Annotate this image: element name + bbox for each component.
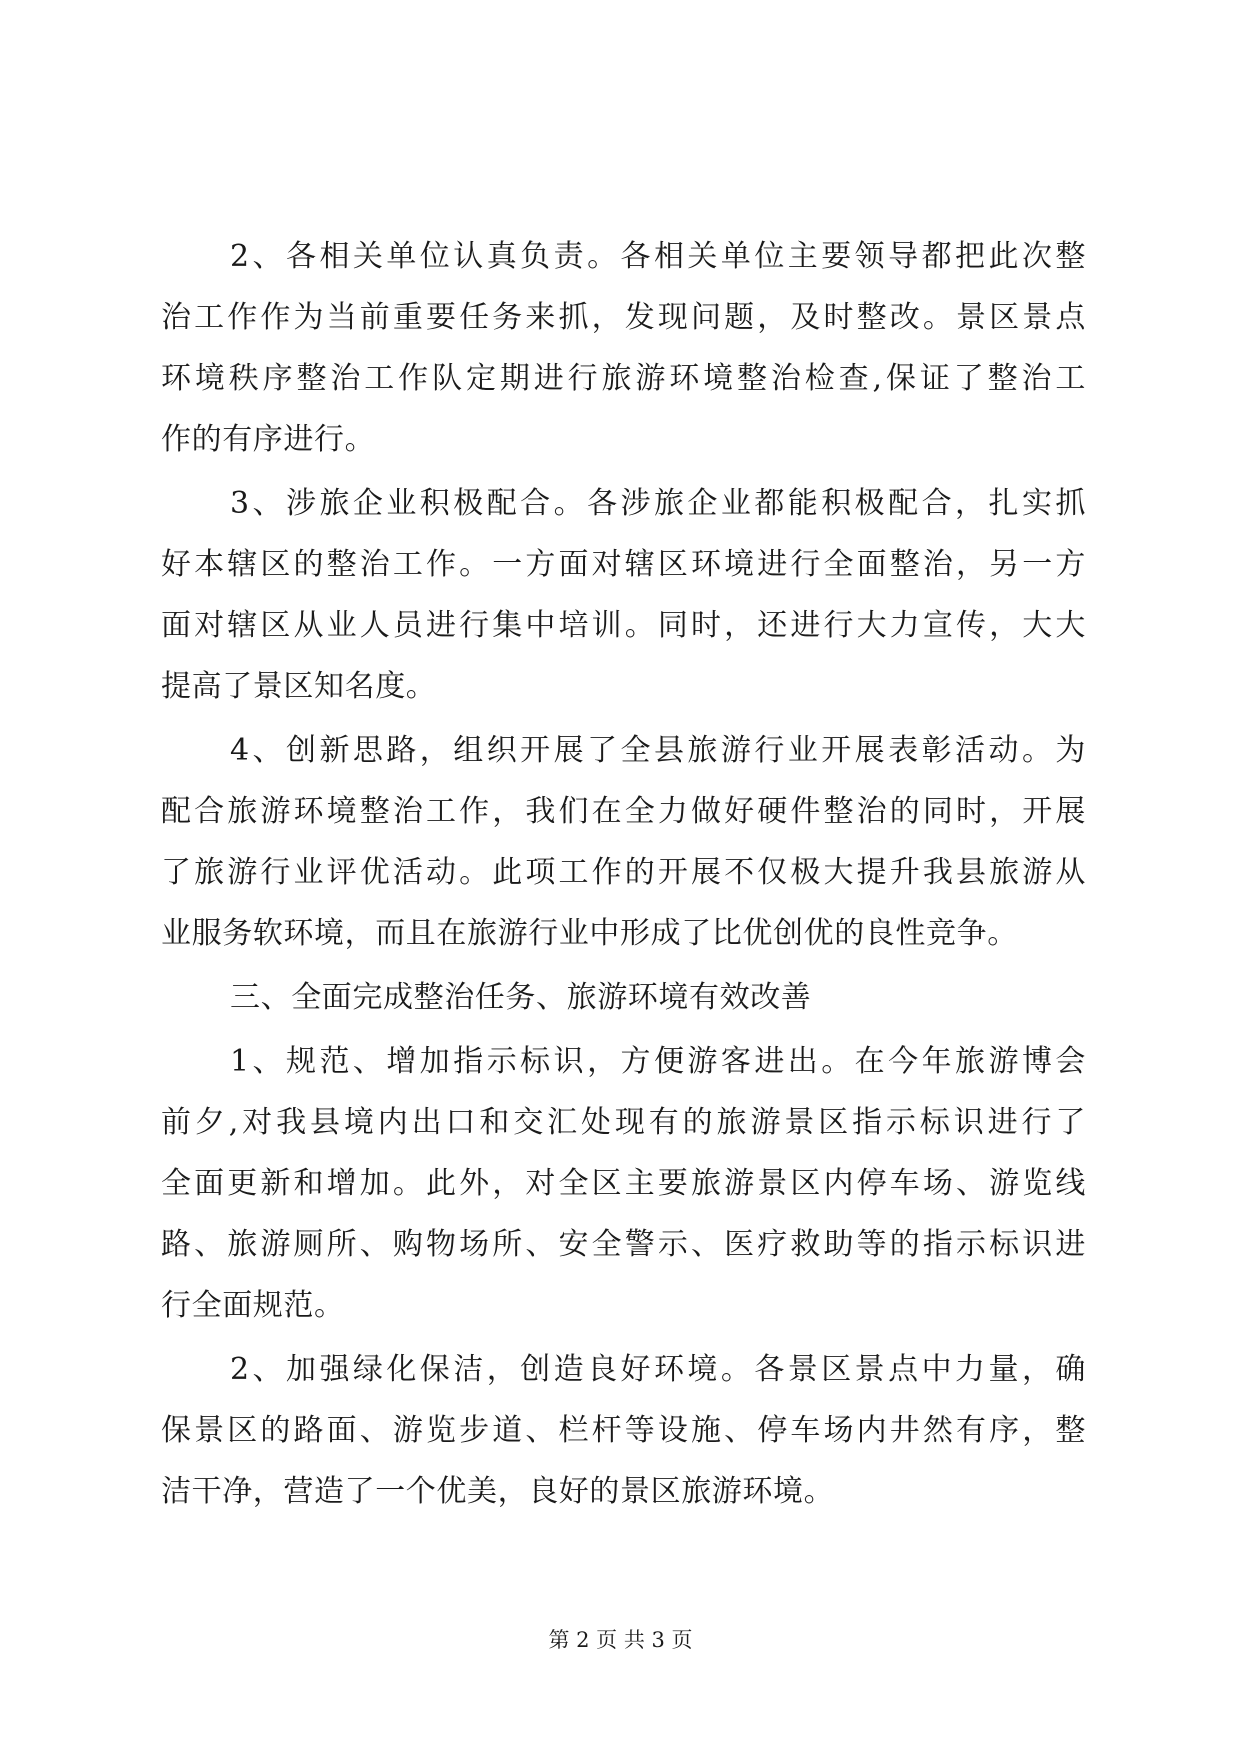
- paragraph: [161, 1031, 1086, 1336]
- paragraph-line: 洁干净，营造了一个优美，良好的景区旅游环境。: [161, 1474, 835, 1509]
- paragraph-line: 保景区的路面、游览步道、栏杆等设施、停车场内井然有序，整: [161, 1413, 1086, 1448]
- page-number-footer: 第 2 页 共 3 页: [548, 1628, 693, 1652]
- paragraph-line: 面对辖区从业人员进行集中培训。同时，还进行大力宣传，大大: [161, 608, 1086, 643]
- paragraph-line: 了旅游行业评优活动。此项工作的开展不仅极大提升我县旅游从: [161, 855, 1086, 890]
- paragraph-line: 业服务软环境，而且在旅游行业中形成了比优创优的良性竞争。: [161, 916, 1018, 951]
- paragraph: [161, 720, 1086, 964]
- paragraph: [161, 1339, 1086, 1522]
- section-heading: [161, 967, 1086, 1028]
- paragraph-line: 4、创新思路，组织开展了全县旅游行业开展表彰活动。为: [230, 733, 1086, 768]
- paragraph-line: 环境秩序整治工作队定期进行旅游环境整治检查,保证了整治工: [161, 361, 1086, 396]
- paragraph-line: 2、加强绿化保洁，创造良好环境。各景区景点中力量，确: [230, 1352, 1086, 1387]
- paragraph-line: 前夕,对我县境内出口和交汇处现有的旅游景区指示标识进行了: [161, 1105, 1086, 1140]
- paragraph-line: 路、旅游厕所、购物场所、安全警示、医疗救助等的指示标识进: [161, 1227, 1086, 1262]
- paragraph-line: 1、规范、增加指示标识，方便游客进出。在今年旅游博会: [230, 1044, 1086, 1079]
- paragraph-line: 好本辖区的整治工作。一方面对辖区环境进行全面整治，另一方: [161, 547, 1086, 582]
- paragraph-line: 作的有序进行。: [161, 422, 376, 457]
- paragraph: [161, 226, 1086, 470]
- section-heading-text: 三、全面完成整治任务、旅游环境有效改善: [230, 980, 812, 1015]
- paragraph-line: 配合旅游环境整治工作，我们在全力做好硬件整治的同时，开展: [161, 794, 1086, 829]
- paragraph-line: 3、涉旅企业积极配合。各涉旅企业都能积极配合，扎实抓: [230, 486, 1086, 521]
- paragraph-line: 行全面规范。: [161, 1288, 345, 1323]
- paragraph: [161, 473, 1086, 717]
- paragraph-line: 提高了景区知名度。: [161, 669, 437, 704]
- paragraph-line: 全面更新和增加。此外，对全区主要旅游景区内停车场、游览线: [161, 1166, 1086, 1201]
- paragraph-line: 2、各相关单位认真负责。各相关单位主要领导都把此次整: [230, 239, 1086, 274]
- document-body: [161, 226, 1086, 1522]
- paragraph-line: 治工作作为当前重要任务来抓，发现问题，及时整改。景区景点: [161, 300, 1086, 335]
